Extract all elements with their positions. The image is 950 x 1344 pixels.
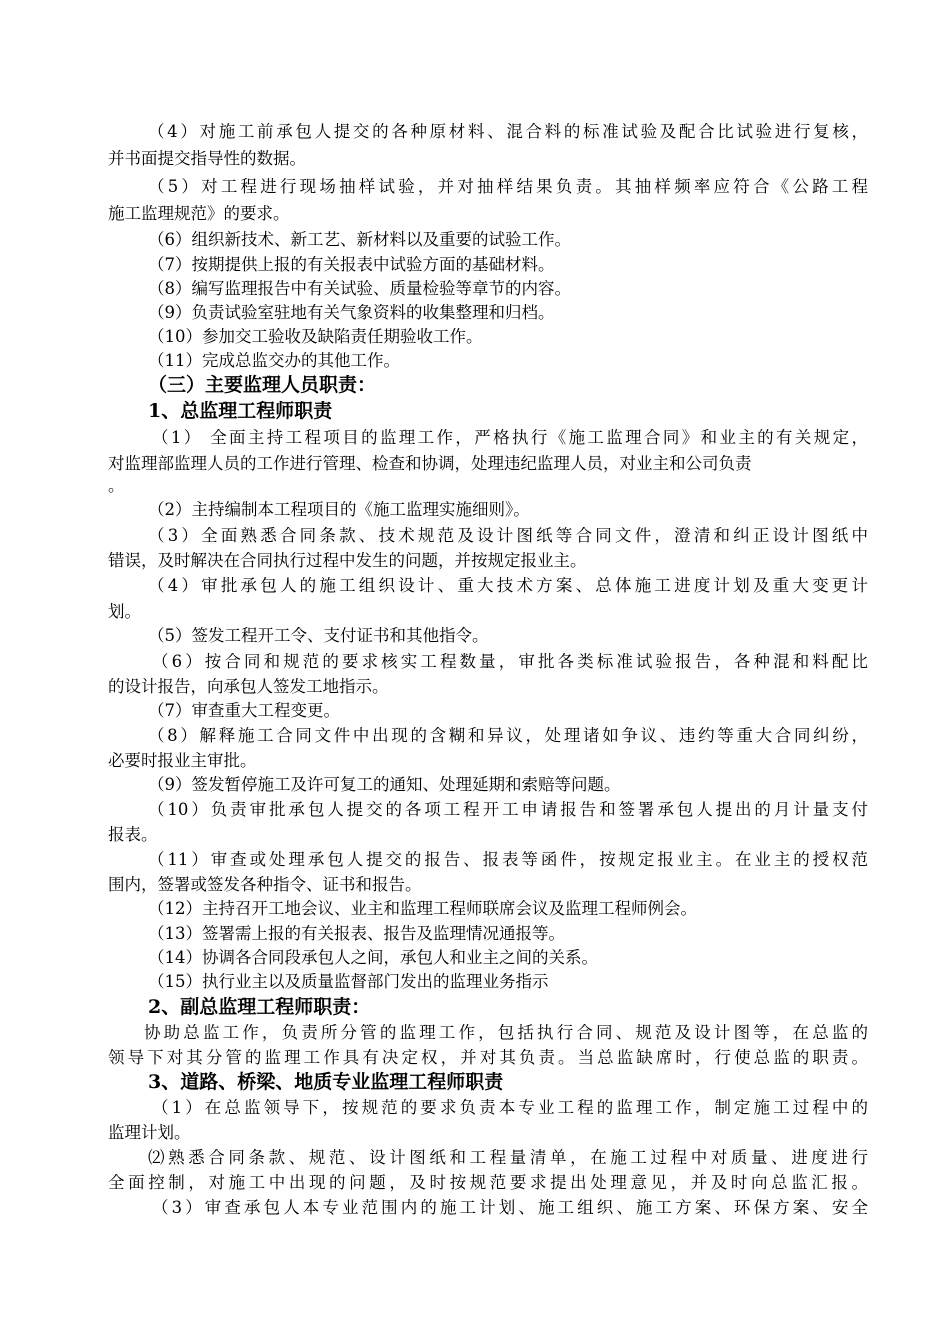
text-line: （14）协调各合同段承包人之间，承包人和业主之间的关系。 (148, 948, 598, 967)
text-line: （2）主持编制本工程项目的《施工监理实施细则》。 (148, 500, 530, 519)
subsection-heading: 3、道路、桥梁、地质专业监理工程师职责 (148, 1071, 504, 1093)
section-heading: （三）主要监理人员职责： (148, 374, 377, 396)
text-line: （5）签发工程开工令、支付证书和其他指令。 (148, 626, 489, 645)
text-line: （12）主持召开工地会议、业主和监理工程师联席会议及监理工程师例会。 (148, 899, 697, 918)
text-line: （11）完成总监交办的其他工作。 (148, 351, 400, 370)
text-line: 监理计划。 (108, 1123, 191, 1142)
text-line: 施工监理规范》的要求。 (108, 204, 290, 223)
text-line: （6）组织新技术、新工艺、新材料以及重要的试验工作。 (148, 230, 571, 249)
text-line: （4）审批承包人的施工组织设计、重大技术方案、总体施工进度计划及重大变更计 (148, 576, 868, 595)
text-line: 围内，签署或签发各种指令、证书和报告。 (108, 875, 422, 894)
text-line: 必要时报业主审批。 (108, 751, 257, 770)
text-line: （3）全面熟悉合同条款、技术规范及设计图纸等合同文件，澄清和纠正设计图纸中 (148, 526, 868, 545)
text-line: ⑵熟悉合同条款、规范、设计图纸和工程量清单，在施工过程中对质量、进度进行 (148, 1148, 868, 1167)
text-line: 全面控制，对施工中出现的问题，及时按规范要求提出处理意见，并及时向总监汇报。 (108, 1173, 868, 1192)
text-line: （7）审查重大工程变更。 (148, 701, 340, 720)
text-line: 领导下对其分管的监理工作具有决定权，并对其负责。当总监缺席时，行使总监的职责。 (108, 1048, 868, 1067)
text-line: （10）参加交工验收及缺陷责任期验收工作。 (148, 327, 483, 346)
subsection-heading: 2、副总监理工程师职责： (148, 996, 371, 1018)
text-line: （1） 全面主持工程项目的监理工作，严格执行《施工监理合同》和业主的有关规定， (152, 428, 868, 447)
text-line: （4）对施工前承包人提交的各种原材料、混合料的标准试验及配合比试验进行复核， (148, 122, 868, 141)
text-line: （7）按期提供上报的有关报表中试验方面的基础材料。 (148, 255, 555, 274)
text-line: （13）签署需上报的有关报表、报告及监理情况通报等。 (148, 924, 565, 943)
text-line: （10）负责审批承包人提交的各项工程开工申请报告和签署承包人提出的月计量支付 (148, 800, 868, 819)
text-line: 。 (108, 476, 125, 495)
text-line: 对监理部监理人员的工作进行管理、检查和协调，处理违纪监理人员，对业主和公司负责 (108, 454, 752, 473)
text-line: （8）编写监理报告中有关试验、质量检验等章节的内容。 (148, 279, 571, 298)
text-line: 的设计报告，向承包人签发工地指示。 (108, 677, 389, 696)
subsection-heading: 1、总监理工程师职责 (148, 400, 333, 422)
text-line: 报表。 (108, 825, 158, 844)
text-line: （5）对工程进行现场抽样试验，并对抽样结果负责。其抽样频率应符合《公路工程 (148, 177, 868, 196)
text-line: （15）执行业主以及质量监督部门发出的监理业务指示 (148, 972, 549, 991)
text-line: 协助总监工作，负责所分管的监理工作，包括执行合同、规范及设计图等，在总监的 (144, 1023, 868, 1042)
text-line: （1）在总监领导下，按规范的要求负责本专业工程的监理工作，制定施工过程中的 (152, 1098, 868, 1117)
text-line: 错误，及时解决在合同执行过程中发生的问题，并按规定报业主。 (108, 551, 587, 570)
text-line: （9）负责试验室驻地有关气象资料的收集整理和归档。 (148, 303, 555, 322)
text-line: 划。 (108, 602, 141, 621)
text-line: （3）审查承包人本专业范围内的施工计划、施工组织、施工方案、环保方案、安全 (152, 1198, 868, 1217)
text-line: （11）审查或处理承包人提交的报告、报表等函件，按规定报业主。在业主的授权范 (148, 850, 868, 869)
text-line: （8）解释施工合同文件中出现的含糊和异议，处理诸如争议、违约等重大合同纠纷， (148, 726, 868, 745)
text-line: （6）按合同和规范的要求核实工程数量，审批各类标准试验报告，各种混和料配比 (152, 652, 868, 671)
text-line: 并书面提交指导性的数据。 (108, 149, 306, 168)
text-line: （9）签发暂停施工及许可复工的通知、处理延期和索赔等问题。 (148, 775, 621, 794)
